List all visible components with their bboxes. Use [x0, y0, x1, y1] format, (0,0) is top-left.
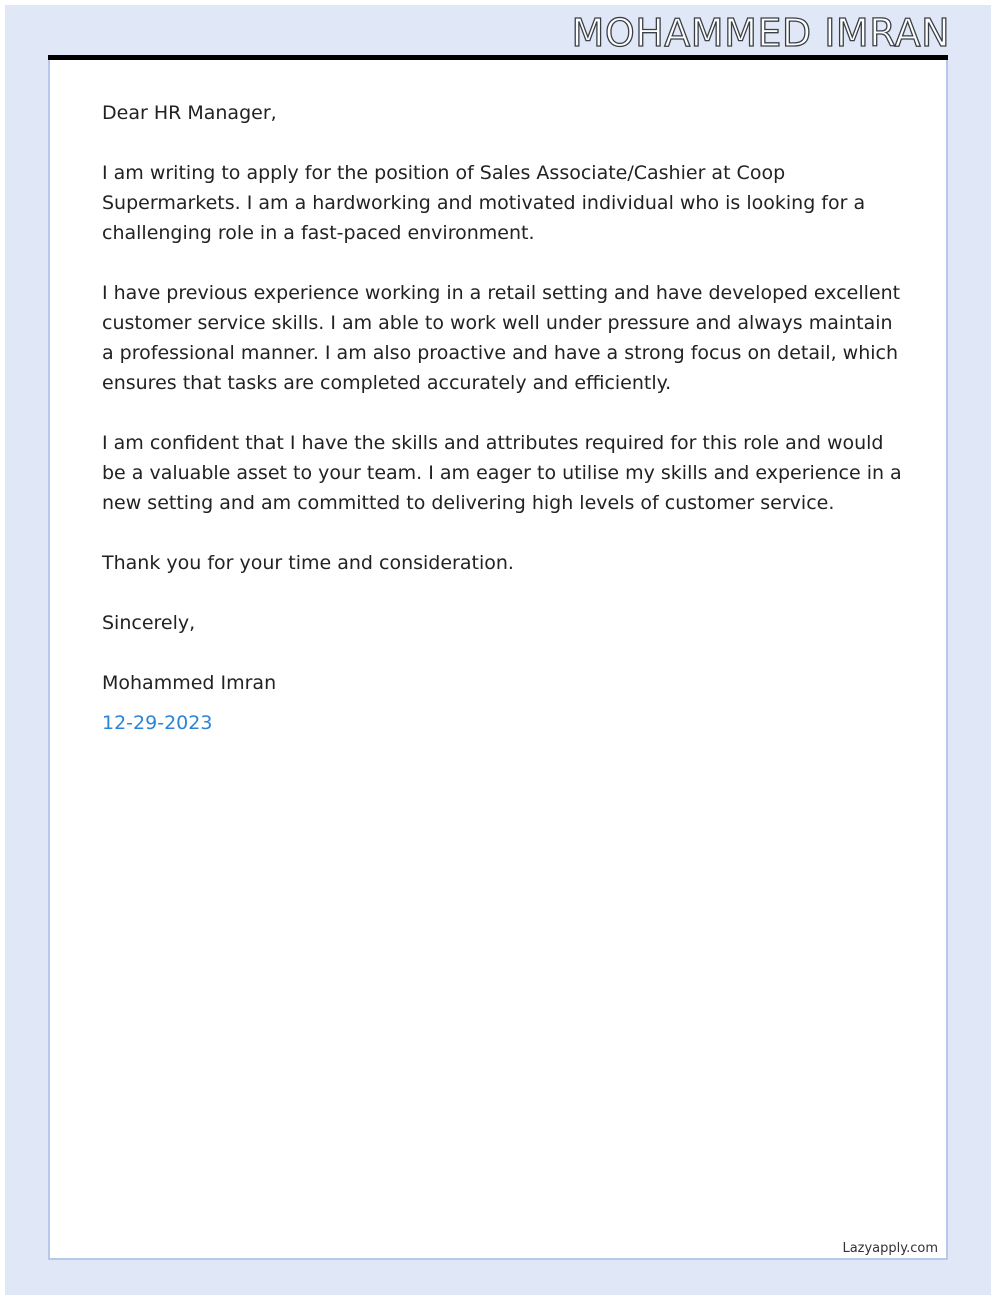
- salutation: Dear HR Manager,: [102, 102, 277, 124]
- paragraph-thanks: Thank you for your time and consideration.: [102, 552, 514, 574]
- signature-name: Mohammed Imran: [102, 672, 277, 694]
- footer-brand: Lazyapply.com: [842, 1241, 938, 1256]
- letter-sheet: [48, 60, 948, 1260]
- closing: Sincerely,: [102, 612, 196, 634]
- letter-date: 12-29-2023: [102, 712, 213, 734]
- paragraph-experience: I have previous experience working in a retail setting and have developed excellent customer service skills. I am able to work well under pressure and always maintain a professional manner. I am also proactive and have a strong focus on detail, which ensures that tasks are completed accurately and efficiently.: [102, 282, 901, 394]
- applicant-name-header: MOHAMMED IMRAN: [571, 11, 950, 55]
- letter-body: [102, 98, 902, 738]
- paragraph-confidence: I am confident that I have the skills and attributes required for this role and would be a valuable asset to your team. I am eager to utilise my skills and experience in a new setting and am committed to delivering high levels of customer service.: [102, 432, 902, 514]
- paragraph-intro: I am writing to apply for the position of Sales Associate/Cashier at Coop Supermarkets. I am a hardworking and motivated individual who is looking for a challenging role in a fast-paced environment.: [102, 162, 866, 244]
